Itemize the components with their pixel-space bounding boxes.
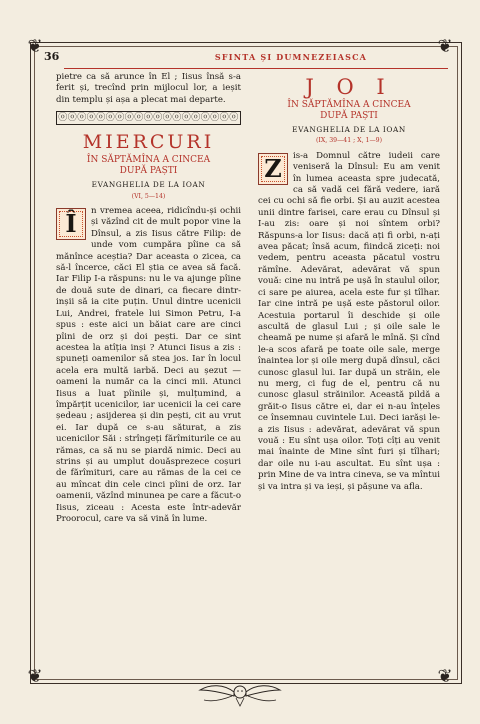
drop-cap: Î [56, 208, 86, 240]
corner-ornament-icon: ❦ [437, 36, 453, 57]
corner-ornament-icon: ❦ [437, 666, 453, 687]
page-number: 36 [44, 50, 60, 63]
left-column [56, 72, 241, 525]
corner-ornament-icon: ❦ [27, 666, 43, 687]
continuation-paragraph: pietre ca să arunce în El ; Iisus însă s-a ferit și, trecînd prin mijlocul lor, a ieșit din templu și așa a plecat mai departe. [56, 72, 241, 105]
running-title: SFINTA ȘI DUMNEZEIASCA [214, 52, 368, 62]
subtitle-line-2: DUPĂ PAȘTI [320, 110, 378, 121]
ornamental-band: ⓞⓞⓞⓞⓞⓞⓞⓞⓞⓞⓞⓞⓞⓞⓞⓞⓞⓞⓞ [56, 111, 241, 125]
corner-ornament-icon: ❦ [27, 36, 43, 57]
scripture-reference: (IX, 39—41 ; X, 1—9) [316, 137, 382, 145]
gospel-heading: EVANGHELIA DE LA IOAN [91, 180, 206, 190]
day-title-thursday: J O I [305, 75, 393, 99]
gospel-heading: EVANGHELIA DE LA IOAN [292, 125, 406, 134]
page-header [44, 52, 448, 66]
drop-cap: Z [258, 153, 288, 185]
subtitle-line-1: ÎN SĂPTĂMÎNA A CINCEA [86, 155, 211, 166]
gospel-text: n vremea aceea, ridicîndu-și ochii și văzînd cit de mult popor vine la Dînsul, a zis Iisus către Filip: de unde vom cumpăra pîine ca să mănînce aceștia? Dar aceasta o zicea, ca să-l încerce, căci El știa ce avea să facă. Iar Filip I-a răspuns: nu le va ajunge pîine de două sute de dinari, ca fiecare dintr-inșii să ia cite puțin. Unul dintre ucenicii Lui, Andrei, fratele lui Simon Petru, I-a spus : este aici un băiat care are cinci pîini de orz și doi pești. Dar ce sint acestea la atîția inși ? Atunci Iisus a zis : spuneți oamenilor să stea jos. Iar în locul acela era multă iarbă. Deci au șezut — oameni la număr ca la cinci mii. Atunci Iisus a luat pîinile și, mulțumind, a împărțit ucenicilor, iar ucenicii la cei care ședeau ; asijderea și din pești, cit au vrut ei. Iar după ce s-au săturat, a zis ucenicilor Săi : strîngeți fărîmiturile ce au rămas, ca să nu se piardă nimic. Deci au strins și au umplut douăsprezece coșuri de fărîmituri, care au rămas de la cei ce au mîncat din cele cinci pîini de orz. Iar oamenii, văzînd minunea pe care a făcut-o Iisus, ziceau : Acesta este într-adevăr Proorocul, care va să vină în lume. [56, 206, 241, 524]
winged-cherub-icon [196, 678, 284, 710]
day-title-wednesday: MIERCURI [82, 131, 215, 154]
subtitle-line-1: ÎN SĂPTĂMÎNA A CINCEA [287, 100, 411, 110]
subtitle-line-2: DUPĂ PAȘTI [119, 165, 178, 176]
right-column [258, 72, 440, 493]
scripture-reference: (VI, 5—14) [131, 192, 166, 200]
header-rule [64, 68, 448, 69]
gospel-text: is-a Domnul către iudeii care veniseră la Dînsul: Eu am venit în lumea aceasta spre judecată, ca să vadă cei fără vedere, iară cei cu ochi să fie orbi. Și au auzit acestea unii dintre farisei, care erau cu Dînsul și I-au zis: oare și noi sîntem orbi? Răspuns-a lor Iisus: dacă ați fi orbi, n-ați avea păcat; însă acum, fiindcă ziceți: noi vedem, pentru aceasta păcatul vostru rămîne. Adevărat, adevărat vă spun vouă: cine nu intră pe ușă în staulul oilor, ci sare pe aiurea, acela este fur și tîlhar. Iar cine intră pe ușă este păstorul oilor. Acestuia portarul îi deschide și oile ascultă de glasul Lui ; și oile sale le cheamă pe nume și afară le mînă. Și cînd le-a scos afară pe toate oile sale, merge înaintea lor și oile merg după dînsul, căci cunosc glasul lui. Iar după un străin, ele nu merg, ci fug de el, pentru că nu cunosc glasul străinilor. Această pildă a grăit-o Iisus către ei, dar ei n-au înțeles ce însemnau cuvintele Lui. Deci iarăși le-a zis Iisus : adevărat, adevărat vă spun vouă : Eu sînt ușa oilor. Toți cîți au venit mai înainte de Mine sînt furi și tîlhari; dar oile nu i-au ascultat. Eu sînt ușa : prin Mine de va intra cineva, se va mîntui și va intra și va ieși, și pășune va afla. [258, 150, 440, 492]
